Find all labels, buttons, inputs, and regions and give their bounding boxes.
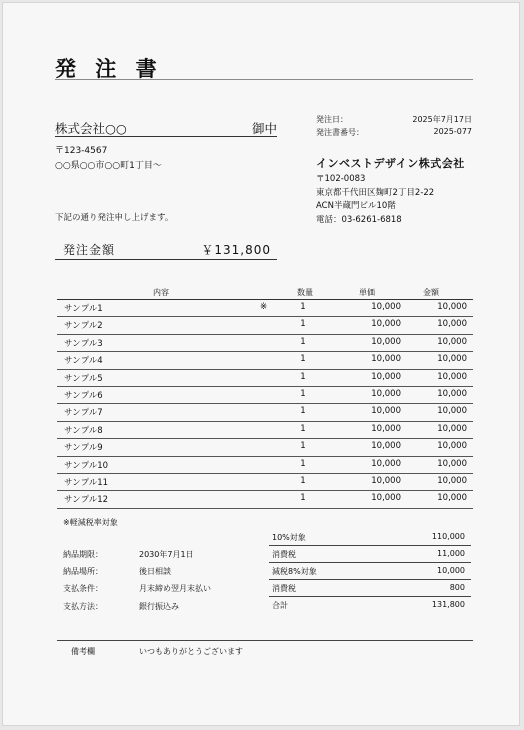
tax-row — [269, 529, 471, 546]
delivery-deadline-value: 2030年7月1日 — [139, 550, 194, 559]
payment-terms-label: 支払条件： — [63, 584, 103, 593]
order-date-label: 発注日： — [316, 115, 348, 124]
items-table — [57, 287, 473, 509]
table-row — [57, 439, 473, 456]
row-price: 10,000 — [371, 371, 401, 382]
tax-row — [269, 563, 471, 580]
row-amount: 10,000 — [437, 302, 467, 312]
tax-total-row — [269, 597, 471, 613]
row-qty: 1 — [300, 319, 306, 330]
header-qty: 数量 — [297, 288, 313, 297]
reduced-rate-note: ※軽減税率対象 — [63, 518, 118, 527]
table-row — [57, 404, 473, 421]
tax-total-value: 131,800 — [431, 600, 465, 609]
row-amount: 10,000 — [437, 406, 467, 417]
tax-row-value: 110,000 — [431, 532, 465, 541]
order-number-label: 発注書番号： — [316, 128, 364, 137]
client-name: 株式会社○○ — [55, 121, 127, 136]
row-price: 10,000 — [371, 302, 401, 312]
order-number — [316, 127, 472, 138]
tax-row-value: 10,000 — [437, 566, 465, 575]
row-name: サンプル12 — [64, 495, 109, 506]
header-price: 単価 — [359, 288, 375, 297]
delivery-deadline — [63, 549, 263, 561]
tax-row-label: 10%対象 — [272, 533, 306, 542]
row-name: サンプル7 — [64, 408, 103, 419]
table-row — [57, 474, 473, 491]
delivery-place-label: 納品場所： — [63, 567, 103, 576]
row-price: 10,000 — [371, 319, 401, 330]
row-qty: 1 — [300, 336, 306, 347]
delivery-deadline-label: 納品期限： — [63, 550, 103, 559]
row-qty: 1 — [300, 354, 306, 365]
row-price: 10,000 — [371, 406, 401, 417]
header-name: 内容 — [153, 288, 169, 297]
client-postal: 〒123-4567 — [55, 146, 108, 156]
row-name: サンプル11 — [64, 477, 109, 488]
client-block — [55, 119, 277, 137]
tax-row-label: 減税8%対象 — [272, 567, 317, 576]
row-qty: 1 — [300, 388, 306, 399]
order-amount-label: 発注金額 — [63, 243, 116, 257]
row-qty: 1 — [300, 493, 306, 504]
table-row — [57, 317, 473, 334]
remarks-value: いつもありがとうございます — [139, 647, 243, 656]
sender-postal: 〒102-0083 — [316, 174, 366, 184]
row-name: サンプル10 — [64, 460, 109, 471]
row-price: 10,000 — [371, 458, 401, 469]
payment-method-value: 銀行振込み — [139, 602, 179, 611]
row-amount: 10,000 — [437, 423, 467, 434]
row-price: 10,000 — [371, 388, 401, 399]
row-amount: 10,000 — [437, 388, 467, 399]
row-amount: 10,000 — [437, 458, 467, 469]
row-name: サンプル6 — [64, 390, 103, 401]
items-table-header — [57, 287, 473, 300]
sender-address-1: 東京都千代田区麹町2丁目2-22 — [316, 188, 435, 198]
row-amount: 10,000 — [437, 336, 467, 347]
order-number-value: 2025-077 — [433, 127, 472, 136]
payment-terms-value: 月末締め翌月末払い — [139, 584, 211, 593]
row-price: 10,000 — [371, 423, 401, 434]
row-name: サンプル8 — [64, 425, 103, 436]
row-amount: 10,000 — [437, 493, 467, 504]
purchase-order-page — [2, 2, 520, 726]
payment-method — [63, 601, 263, 613]
table-row — [57, 335, 473, 352]
tax-total-label: 合計 — [272, 601, 288, 610]
row-name: サンプル9 — [64, 443, 103, 454]
tax-row-label: 消費税 — [272, 550, 296, 559]
row-amount: 10,000 — [437, 371, 467, 382]
order-amount — [55, 241, 277, 260]
page-title: 発 注 書 — [55, 57, 163, 81]
row-qty: 1 — [300, 441, 306, 452]
table-row — [57, 352, 473, 369]
remarks-label: 備考欄 — [71, 647, 95, 656]
row-name: サンプル1 — [64, 304, 103, 314]
table-row — [57, 491, 473, 508]
row-price: 10,000 — [371, 354, 401, 365]
row-price: 10,000 — [371, 336, 401, 347]
row-qty: 1 — [300, 458, 306, 469]
row-name: サンプル5 — [64, 373, 103, 384]
client-address: ○○県○○市○○町1丁目〜 — [55, 161, 162, 171]
sender-phone: 電話：03-6261-6818 — [316, 215, 402, 225]
delivery-place-value: 後日相談 — [139, 567, 171, 576]
table-row — [57, 300, 473, 317]
tax-row — [269, 580, 471, 597]
row-name: サンプル2 — [64, 321, 103, 332]
order-date — [316, 114, 472, 125]
payment-terms — [63, 583, 263, 595]
row-amount: 10,000 — [437, 475, 467, 486]
row-price: 10,000 — [371, 475, 401, 486]
row-price: 10,000 — [371, 493, 401, 504]
order-date-value: 2025年7月17日 — [412, 115, 472, 124]
row-qty: 1 — [300, 302, 306, 312]
table-row — [57, 387, 473, 404]
row-price: 10,000 — [371, 441, 401, 452]
reduced-rate-mark: ※ — [260, 302, 268, 312]
intro-text: 下記の通り発注申し上げます。 — [55, 213, 174, 223]
row-name: サンプル4 — [64, 356, 103, 367]
tax-row-label: 消費税 — [272, 584, 296, 593]
row-amount: 10,000 — [437, 441, 467, 452]
row-qty: 1 — [300, 406, 306, 417]
payment-method-label: 支払方法： — [63, 602, 103, 611]
row-qty: 1 — [300, 371, 306, 382]
remarks-divider — [57, 640, 473, 641]
sender-address-2: ACN半蔵門ビル10階 — [316, 201, 396, 211]
title-divider — [55, 79, 473, 80]
table-row — [57, 457, 473, 474]
row-name: サンプル3 — [64, 338, 103, 349]
table-row — [57, 422, 473, 439]
order-amount-value: ￥131,800 — [201, 243, 271, 257]
tax-row-value: 800 — [449, 583, 465, 592]
row-amount: 10,000 — [437, 319, 467, 330]
delivery-place — [63, 566, 263, 578]
client-honorific: 御中 — [251, 121, 277, 136]
sender-company: インベストデザイン株式会社 — [316, 157, 465, 170]
tax-row-value: 11,000 — [437, 549, 465, 558]
tax-row — [269, 546, 471, 563]
row-amount: 10,000 — [437, 354, 467, 365]
row-qty: 1 — [300, 475, 306, 486]
header-amount: 金額 — [423, 288, 439, 297]
table-row — [57, 370, 473, 387]
row-qty: 1 — [300, 423, 306, 434]
